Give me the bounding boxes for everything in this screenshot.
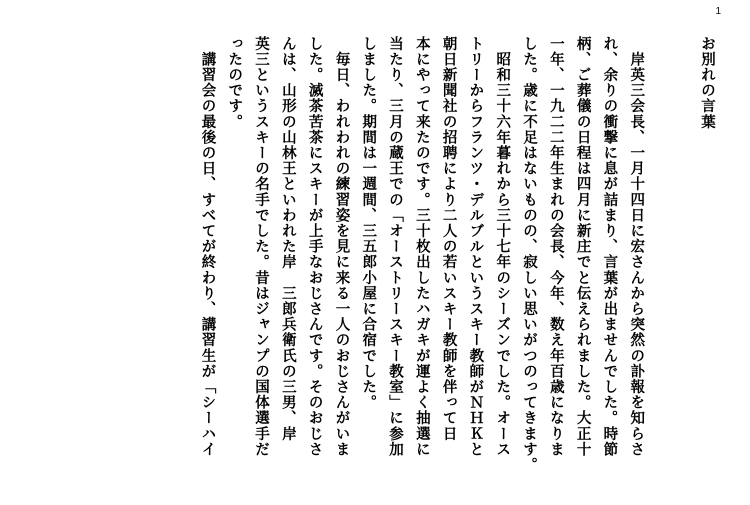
text-line: 岸英三会長、一月十四日に宏さんから突然の訃報を知らさ xyxy=(628,36,645,458)
text-line: 柄、ご葬儀の日程は四月に新庄でと伝えられました。大正十 xyxy=(574,36,591,458)
text-line: んは、山形の山林王といわれた岸 三郎兵衛氏の三男、岸 xyxy=(279,36,296,442)
text-line: しました。期間は一週間、三五郎小屋に合宿でした。 xyxy=(360,36,377,411)
text-line: 講習会の最後の日、すべてが終わり、講習生が「シーハイ xyxy=(199,36,216,458)
text-line: 朝日新聞社の招聘により二人の若いスキー教師を伴って日 xyxy=(440,36,457,442)
letter-body xyxy=(194,36,720,498)
text-line: した。滅茶苦茶にスキーが上手なおじさんです。そのおじさ xyxy=(306,36,323,458)
letter-title: お別れの言葉 xyxy=(699,36,715,130)
text-line: れ、余りの衝撃に息が詰まり、言葉が出ませんでした。時節 xyxy=(601,36,618,458)
text-line: 当たり、三月の蔵王での「オーストリースキー教室」に参加 xyxy=(387,36,404,458)
text-line: 昭和三十六年暮れから三十七年のシーズンでした。オース xyxy=(494,36,511,458)
text-line: 一年、一九二二年生まれの会長、今年、数え年百歳になりま xyxy=(547,36,564,458)
text-line: した。歳に不足はないものの、寂しい思いがつのってきます。 xyxy=(521,36,538,473)
text-line: 毎日、われわれの練習姿を見に来る一人のおじさんがいま xyxy=(333,36,350,458)
text-line: トリーからフランツ・デルブルというスキー教師がＮＨＫと xyxy=(467,36,484,458)
text-line: 英三というスキーの名手でした。昔はジャンプの国体選手だ xyxy=(253,36,270,458)
page-number: 1 xyxy=(715,6,721,17)
text-line: ったのです。 xyxy=(226,36,243,130)
text-line: 本にやって来たのです。三十枚出したハガキが運よく抽選に xyxy=(413,36,430,458)
